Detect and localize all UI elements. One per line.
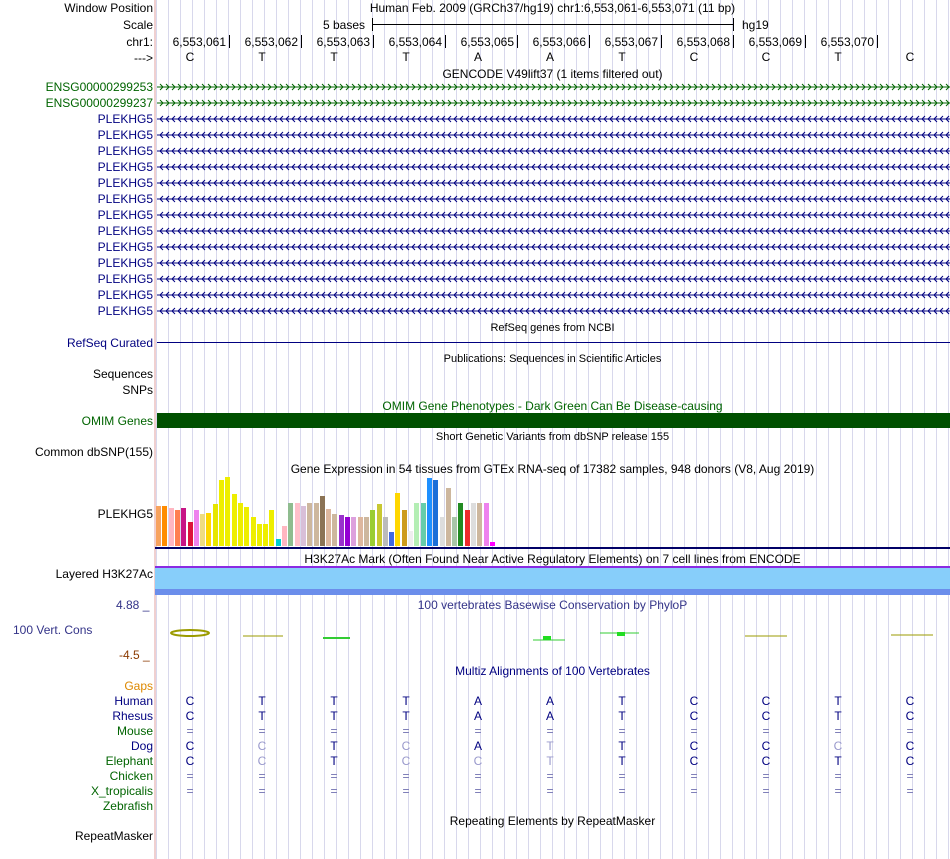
- scale-bar-line: [373, 24, 733, 25]
- position-label: 6,553,066: [532, 35, 586, 49]
- base-letter: A: [545, 50, 554, 64]
- gencode-gene-label[interactable]: ENSG00000299253: [45, 80, 153, 94]
- position-tick: [445, 35, 446, 48]
- refseq-label[interactable]: RefSeq Curated: [66, 336, 153, 350]
- position-tick: [517, 35, 518, 48]
- multiz-base: C: [473, 754, 483, 768]
- multiz-base: C: [905, 694, 915, 708]
- multiz-base: C: [185, 694, 195, 708]
- position-tick: [805, 35, 806, 48]
- h3k27ac-title: H3K27Ac Mark (Often Found Near Active Regulatory Elements) on 7 cell lines from ENCODE: [304, 552, 801, 566]
- position-label: 6,553,062: [244, 35, 298, 49]
- multiz-base: C: [761, 739, 771, 753]
- multiz-species-label[interactable]: Elephant: [105, 754, 153, 768]
- gtex-tissue-bar[interactable]: [282, 526, 287, 546]
- multiz-base: T: [618, 754, 626, 768]
- multiz-base: T: [618, 709, 626, 723]
- multiz-base: =: [762, 769, 770, 783]
- gtex-tissue-bar[interactable]: [402, 510, 407, 546]
- multiz-base: T: [834, 709, 842, 723]
- phylop-min: -4.5 _: [119, 648, 150, 662]
- gencode-gene-label[interactable]: PLEKHG5: [97, 224, 153, 238]
- gencode-gene-label[interactable]: PLEKHG5: [97, 288, 153, 302]
- base-letter: T: [330, 50, 338, 64]
- multiz-base: =: [474, 784, 482, 798]
- scale-bar-tick-right: [733, 18, 734, 31]
- refseq-gene-line[interactable]: [157, 342, 950, 343]
- base-letter: C: [185, 50, 195, 64]
- gtex-tissue-bar[interactable]: [219, 480, 224, 546]
- gencode-gene-feature[interactable]: [157, 130, 950, 140]
- multiz-base: C: [761, 754, 771, 768]
- h3k27ac-signal[interactable]: [155, 568, 950, 589]
- multiz-base: T: [618, 694, 626, 708]
- gtex-tissue-bar[interactable]: [314, 503, 319, 546]
- multiz-base: =: [834, 769, 842, 783]
- multiz-base: C: [689, 694, 699, 708]
- base-letter: C: [905, 50, 915, 64]
- multiz-base: C: [401, 739, 411, 753]
- multiz-base: T: [330, 709, 338, 723]
- gencode-gene-feature[interactable]: [157, 162, 950, 172]
- position-tick: [661, 35, 662, 48]
- gtex-tissue-bar[interactable]: [377, 504, 382, 546]
- position-tick: [301, 35, 302, 48]
- gtex-tissue-bar[interactable]: [383, 517, 388, 546]
- scale-bar-tick-left: [372, 18, 373, 31]
- multiz-base: A: [473, 694, 482, 708]
- multiz-base: T: [834, 754, 842, 768]
- gencode-gene-label[interactable]: PLEKHG5: [97, 256, 153, 270]
- position-label: 6,553,070: [820, 35, 874, 49]
- multiz-species-label[interactable]: Zebrafish: [102, 799, 153, 813]
- multiz-base: =: [690, 784, 698, 798]
- phylop-label[interactable]: 100 Vert. Cons: [13, 623, 93, 637]
- gtex-tissue-bar[interactable]: [446, 488, 451, 546]
- gtex-tissue-bar[interactable]: [421, 503, 426, 546]
- omim-label[interactable]: OMIM Genes: [81, 414, 153, 428]
- gtex-tissue-bar[interactable]: [251, 517, 256, 546]
- multiz-base: =: [834, 784, 842, 798]
- gtex-tissue-bar[interactable]: [244, 507, 249, 546]
- multiz-base: =: [186, 769, 194, 783]
- gtex-tissue-bar[interactable]: [465, 510, 470, 546]
- multiz-base: =: [690, 724, 698, 738]
- position-label: 6,553,069: [748, 35, 802, 49]
- multiz-base: A: [473, 709, 482, 723]
- base-letter: T: [618, 50, 626, 64]
- gtex-tissue-bar[interactable]: [276, 539, 281, 546]
- gtex-tissue-bar[interactable]: [364, 517, 369, 546]
- gencode-gene-feature[interactable]: [157, 306, 950, 316]
- gtex-tissue-bar[interactable]: [301, 506, 306, 546]
- base-letter: C: [689, 50, 699, 64]
- gencode-gene-label[interactable]: PLEKHG5: [97, 272, 153, 286]
- multiz-base: =: [474, 769, 482, 783]
- position-tick: [589, 35, 590, 48]
- multiz-base: C: [761, 709, 771, 723]
- gtex-tissue-bar[interactable]: [326, 509, 331, 546]
- multiz-base: C: [257, 739, 267, 753]
- gtex-tissue-bar[interactable]: [332, 514, 337, 546]
- position-label: 6,553,067: [604, 35, 658, 49]
- multiz-base: A: [545, 694, 554, 708]
- gtex-tissue-bar[interactable]: [263, 524, 268, 546]
- gtex-tissue-bar[interactable]: [345, 517, 350, 546]
- gencode-gene-feature[interactable]: [157, 178, 950, 188]
- gencode-gene-feature[interactable]: [157, 290, 950, 300]
- gtex-tissue-bar[interactable]: [213, 504, 218, 546]
- gencode-gene-label[interactable]: PLEKHG5: [97, 112, 153, 126]
- gaps-label[interactable]: Gaps: [124, 679, 153, 693]
- position-label: 6,553,063: [316, 35, 370, 49]
- gtex-tissue-bar[interactable]: [395, 493, 400, 546]
- omim-feature-bar[interactable]: [157, 413, 950, 428]
- multiz-base: =: [618, 784, 626, 798]
- multiz-species-label[interactable]: Mouse: [116, 724, 153, 738]
- gencode-gene-label[interactable]: PLEKHG5: [97, 240, 153, 254]
- multiz-base: T: [330, 694, 338, 708]
- gtex-tissue-bar[interactable]: [175, 510, 180, 546]
- gtex-tissue-bar[interactable]: [232, 494, 237, 546]
- multiz-base: =: [618, 724, 626, 738]
- gencode-gene-feature[interactable]: [157, 82, 950, 92]
- multiz-base: =: [402, 784, 410, 798]
- multiz-base: =: [906, 769, 914, 783]
- base-letter: A: [473, 50, 482, 64]
- multiz-base: C: [905, 709, 915, 723]
- multiz-base: =: [762, 784, 770, 798]
- multiz-species-label[interactable]: X_tropicalis: [90, 784, 153, 798]
- phylop-signal[interactable]: [155, 618, 950, 658]
- refseq-title: RefSeq genes from NCBI: [490, 322, 615, 334]
- multiz-base: C: [185, 754, 195, 768]
- multiz-base: =: [474, 724, 482, 738]
- multiz-base: T: [330, 739, 338, 753]
- gtex-tissue-bar[interactable]: [339, 515, 344, 546]
- multiz-base: C: [689, 709, 699, 723]
- multiz-base: T: [402, 709, 410, 723]
- gtex-tissue-bar[interactable]: [351, 517, 356, 546]
- multiz-base: =: [402, 724, 410, 738]
- gtex-tissue-bar[interactable]: [162, 506, 167, 546]
- multiz-base: A: [545, 709, 554, 723]
- gencode-gene-feature[interactable]: [157, 258, 950, 268]
- multiz-base: =: [330, 724, 338, 738]
- gtex-tissue-bar[interactable]: [181, 508, 186, 546]
- gencode-gene-feature[interactable]: [157, 226, 950, 236]
- repeatmasker-label[interactable]: RepeatMasker: [74, 829, 153, 843]
- gencode-gene-label[interactable]: PLEKHG5: [97, 304, 153, 318]
- multiz-base: T: [546, 754, 554, 768]
- base-letter: T: [834, 50, 842, 64]
- gencode-gene-feature[interactable]: [157, 146, 950, 156]
- gtex-tissue-bar[interactable]: [200, 514, 205, 546]
- assembly-label: hg19: [742, 18, 769, 32]
- gtex-tissue-bar[interactable]: [194, 510, 199, 546]
- gtex-tissue-bar[interactable]: [452, 517, 457, 546]
- gencode-title: GENCODE V49lift37 (1 items filtered out): [442, 67, 663, 81]
- gtex-tissue-bar[interactable]: [288, 503, 293, 546]
- sequences-label[interactable]: Sequences: [92, 367, 153, 381]
- gencode-gene-feature[interactable]: [157, 274, 950, 284]
- gtex-tissue-bar[interactable]: [490, 542, 495, 546]
- gtex-tissue-bar[interactable]: [156, 506, 161, 546]
- position-label: 6,553,061: [172, 35, 226, 49]
- gtex-tissue-bar[interactable]: [433, 480, 438, 546]
- gencode-gene-feature[interactable]: [157, 114, 950, 124]
- h3k27ac-bottom-layer: [155, 589, 950, 595]
- gencode-gene-label[interactable]: PLEKHG5: [97, 176, 153, 190]
- repeatmasker-title: Repeating Elements by RepeatMasker: [449, 814, 656, 828]
- gencode-gene-label[interactable]: PLEKHG5: [97, 160, 153, 174]
- gtex-tissue-bar[interactable]: [169, 508, 174, 546]
- multiz-base: T: [546, 739, 554, 753]
- h3k27ac-label[interactable]: Layered H3K27Ac: [55, 567, 153, 581]
- multiz-base: =: [258, 784, 266, 798]
- dbsnp-title: Short Genetic Variants from dbSNP release 155: [435, 431, 670, 443]
- multiz-base: C: [185, 739, 195, 753]
- multiz-base: T: [258, 694, 266, 708]
- gtex-tissue-bar[interactable]: [484, 503, 489, 546]
- window-position-label: Window Position: [64, 1, 153, 15]
- base-letter: T: [258, 50, 266, 64]
- gencode-gene-label[interactable]: PLEKHG5: [97, 208, 153, 222]
- phylop-mark: [171, 630, 209, 636]
- multiz-species-label[interactable]: Human: [114, 694, 153, 708]
- gtex-tissue-bar[interactable]: [238, 503, 243, 546]
- multiz-base: T: [330, 754, 338, 768]
- multiz-base: =: [546, 724, 554, 738]
- multiz-base: C: [689, 754, 699, 768]
- position-tick: [733, 35, 734, 48]
- gtex-title: Gene Expression in 54 tissues from GTEx RNA-seq of 17382 samples, 948 donors (V8, Aug 2019): [290, 462, 815, 476]
- multiz-base: =: [330, 784, 338, 798]
- gtex-tissue-bar[interactable]: [358, 517, 363, 546]
- multiz-base: =: [186, 784, 194, 798]
- multiz-base: =: [258, 769, 266, 783]
- scale-text: 5 bases: [323, 18, 366, 32]
- multiz-base: C: [905, 754, 915, 768]
- publications-title: Publications: Sequences in Scientific Articles: [443, 353, 662, 365]
- gtex-tissue-bar[interactable]: [427, 478, 432, 546]
- base-letter: C: [761, 50, 771, 64]
- multiz-base: T: [402, 694, 410, 708]
- gtex-gene-line: [155, 547, 950, 549]
- position-label: 6,553,065: [460, 35, 514, 49]
- gencode-gene-feature[interactable]: [157, 98, 950, 108]
- gencode-gene-label[interactable]: PLEKHG5: [97, 192, 153, 206]
- multiz-base: T: [618, 739, 626, 753]
- gtex-tissue-bar[interactable]: [206, 513, 211, 546]
- multiz-base: C: [257, 754, 267, 768]
- phylop-max: 4.88 _: [116, 598, 150, 612]
- multiz-species-label[interactable]: Rhesus: [112, 709, 153, 723]
- browser-title: Human Feb. 2009 (GRCh37/hg19) chr1:6,553,061-6,553,071 (11 bp): [369, 1, 736, 15]
- position-label: 6,553,064: [388, 35, 442, 49]
- multiz-base: C: [905, 739, 915, 753]
- omim-title: OMIM Gene Phenotypes - Dark Green Can Be Disease-causing: [382, 399, 723, 413]
- scale-label: Scale: [122, 18, 153, 32]
- gtex-tissue-bar[interactable]: [477, 503, 482, 546]
- position-tick: [229, 35, 230, 48]
- multiz-species-label[interactable]: Chicken: [109, 769, 153, 783]
- strand-label: --->: [134, 51, 153, 65]
- multiz-base: C: [689, 739, 699, 753]
- gtex-tissue-bar[interactable]: [307, 503, 312, 546]
- multiz-base: C: [185, 709, 195, 723]
- multiz-base: A: [473, 739, 482, 753]
- gencode-gene-label[interactable]: ENSG00000299237: [45, 96, 153, 110]
- multiz-base: C: [761, 694, 771, 708]
- multiz-base: =: [618, 769, 626, 783]
- multiz-base: =: [906, 724, 914, 738]
- multiz-base: =: [690, 769, 698, 783]
- gtex-tissue-bar[interactable]: [389, 532, 394, 546]
- snps-label[interactable]: SNPs: [122, 383, 153, 397]
- multiz-base: C: [401, 754, 411, 768]
- multiz-base: T: [258, 709, 266, 723]
- dbsnp-label[interactable]: Common dbSNP(155): [34, 445, 153, 459]
- gencode-gene-feature[interactable]: [157, 242, 950, 252]
- chrom-label: chr1:: [126, 35, 153, 49]
- gtex-tissue-bar[interactable]: [471, 503, 476, 546]
- gtex-tissue-bar[interactable]: [440, 517, 445, 546]
- phylop-title: 100 vertebrates Basewise Conservation by PhyloP: [417, 598, 688, 612]
- gtex-tissue-bar[interactable]: [414, 503, 419, 546]
- multiz-base: =: [186, 724, 194, 738]
- gencode-gene-feature[interactable]: [157, 210, 950, 220]
- multiz-base: =: [546, 784, 554, 798]
- multiz-base: =: [258, 724, 266, 738]
- gtex-tissue-bar[interactable]: [257, 524, 262, 546]
- gtex-tissue-bar[interactable]: [370, 510, 375, 546]
- gtex-tissue-bar[interactable]: [458, 503, 463, 546]
- multiz-base: =: [402, 769, 410, 783]
- multiz-species-label[interactable]: Dog: [130, 739, 153, 753]
- gencode-gene-feature[interactable]: [157, 194, 950, 204]
- gencode-gene-label[interactable]: PLEKHG5: [97, 144, 153, 158]
- multiz-base: =: [330, 769, 338, 783]
- multiz-base: =: [762, 724, 770, 738]
- gtex-tissue-bar[interactable]: [320, 496, 325, 546]
- gtex-tissue-bar[interactable]: [225, 477, 230, 546]
- position-tick: [877, 35, 878, 48]
- multiz-base: =: [906, 784, 914, 798]
- gtex-tissue-bar[interactable]: [269, 510, 274, 546]
- gtex-tissue-bar[interactable]: [408, 531, 413, 546]
- multiz-base: T: [834, 694, 842, 708]
- gtex-tissue-bar[interactable]: [188, 522, 193, 546]
- gtex-label[interactable]: PLEKHG5: [97, 507, 153, 521]
- position-label: 6,553,068: [676, 35, 730, 49]
- base-letter: T: [402, 50, 410, 64]
- multiz-base: =: [834, 724, 842, 738]
- multiz-base: =: [546, 769, 554, 783]
- position-tick: [373, 35, 374, 48]
- multiz-title: Multiz Alignments of 100 Vertebrates: [455, 664, 650, 678]
- gencode-gene-label[interactable]: PLEKHG5: [97, 128, 153, 142]
- gtex-tissue-bar[interactable]: [295, 503, 300, 546]
- multiz-base: C: [833, 739, 843, 753]
